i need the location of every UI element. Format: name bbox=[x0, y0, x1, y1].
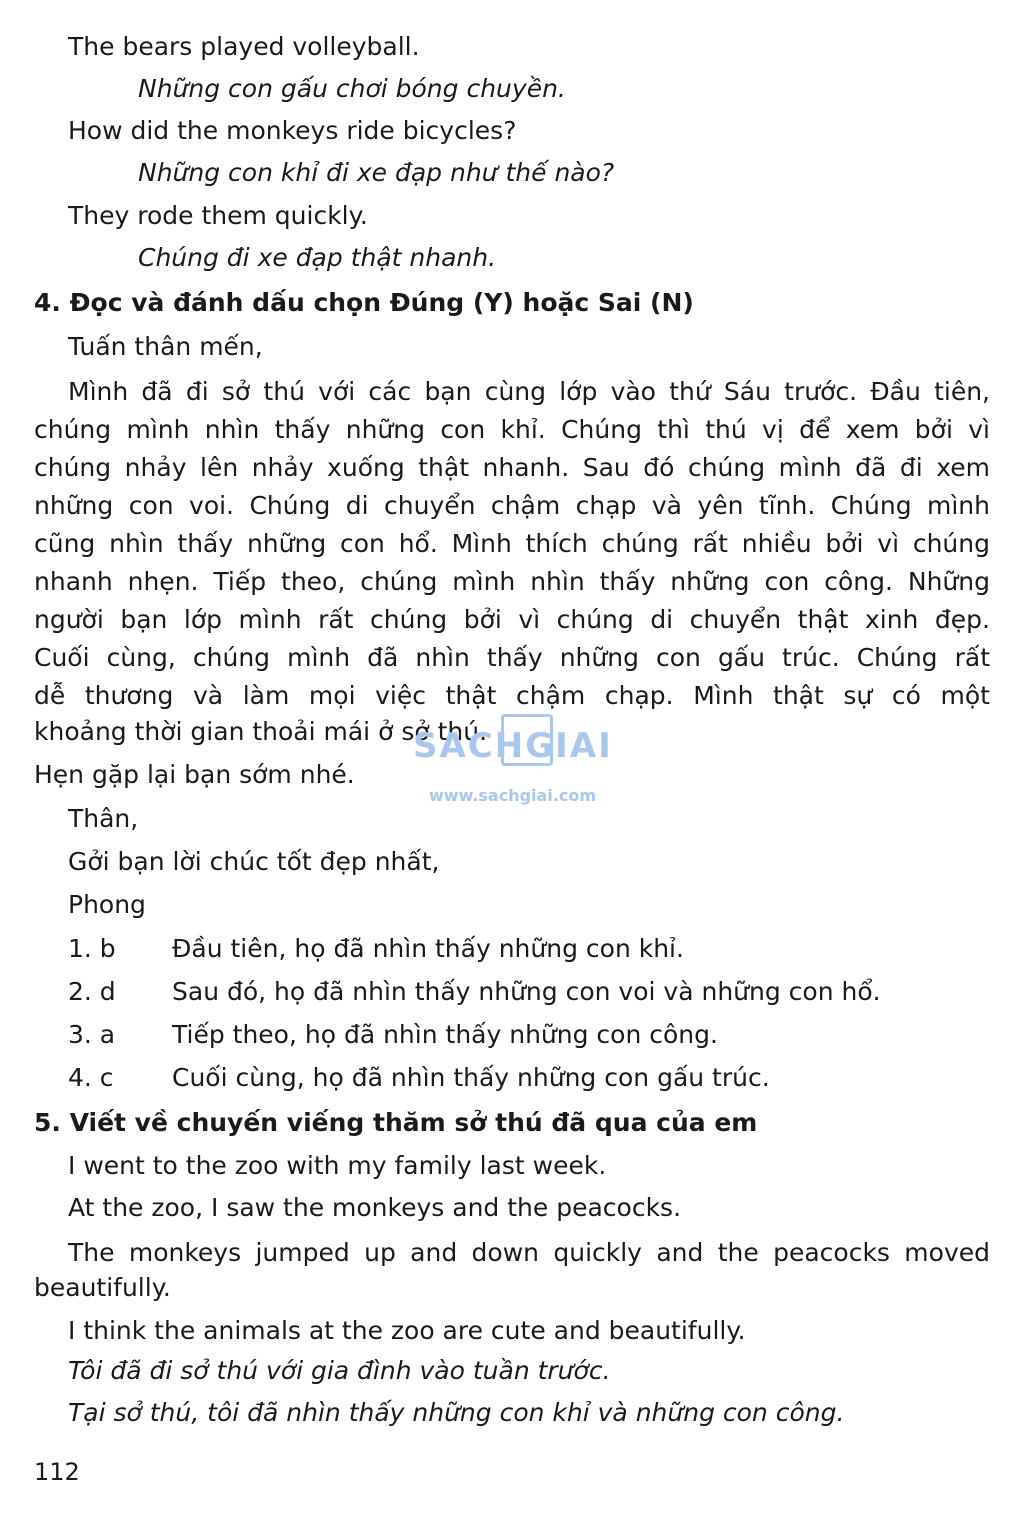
essay-line: I think the animals at the zoo are cute and beautifully. bbox=[68, 1316, 746, 1345]
section-5-heading: 5. Viết về chuyến viếng thăm sở thú đã qua của em bbox=[34, 1108, 758, 1137]
answer-text: Tiếp theo, họ đã nhìn thấy những con công. bbox=[172, 1020, 718, 1049]
letter-closing: Thân, bbox=[68, 804, 139, 833]
english-line: They rode them quickly. bbox=[68, 201, 368, 230]
vietnamese-translation: Những con gấu chơi bóng chuyền. bbox=[138, 74, 566, 103]
letter-paragraph-line: Mình đã đi sở thú với các bạn cùng lớp vào thứ Sáu trước. Đầu tiên, bbox=[68, 377, 990, 406]
letter-paragraph-line: chúng mình nhìn thấy những con khỉ. Chúng thì thú vị để xem bởi vì bbox=[34, 415, 990, 444]
essay-line: The monkeys jumped up and down quickly and the peacocks moved bbox=[68, 1238, 990, 1267]
page-number: 112 bbox=[34, 1458, 80, 1486]
watermark bbox=[405, 708, 620, 805]
answer-text: Cuối cùng, họ đã nhìn thấy những con gấu trúc. bbox=[172, 1063, 770, 1092]
letter-paragraph-line: chúng nhảy lên nhảy xuống thật nhanh. Sau đó chúng mình đã đi xem bbox=[34, 453, 990, 482]
watermark-brand: SACHGIAI bbox=[413, 726, 613, 766]
letter-paragraph-line: người bạn lớp mình rất chúng bởi vì chúng di chuyển thật xinh đẹp. bbox=[34, 605, 990, 634]
letter-paragraph-line: cũng nhìn thấy những con hổ. Mình thích chúng rất nhiều bởi vì chúng bbox=[34, 529, 990, 558]
answer-number: 2. d bbox=[68, 977, 116, 1006]
vietnamese-translation: Những con khỉ đi xe đạp như thế nào? bbox=[138, 158, 615, 187]
essay-line: At the zoo, I saw the monkeys and the peacocks. bbox=[68, 1193, 682, 1222]
letter-signature: Phong bbox=[68, 890, 146, 919]
answer-number: 4. c bbox=[68, 1063, 114, 1092]
letter-paragraph-line: dễ thương và làm mọi việc thật chậm chạp. Mình thật sự có một bbox=[34, 681, 990, 710]
letter-see-you: Hẹn gặp lại bạn sớm nhé. bbox=[34, 760, 355, 789]
answer-number: 1. b bbox=[68, 934, 116, 963]
answer-text: Sau đó, họ đã nhìn thấy những con voi và những con hổ. bbox=[172, 977, 881, 1006]
vietnamese-translation: Chúng đi xe đạp thật nhanh. bbox=[138, 243, 497, 272]
letter-closing: Gởi bạn lời chúc tốt đẹp nhất, bbox=[68, 847, 440, 876]
section-4-heading: 4. Đọc và đánh dấu chọn Đúng (Y) hoặc Sai (N) bbox=[34, 288, 694, 317]
letter-paragraph-line: nhanh nhẹn. Tiếp theo, chúng mình nhìn thấy những con công. Những bbox=[34, 567, 990, 596]
letter-greeting: Tuấn thân mến, bbox=[68, 332, 263, 361]
answer-number: 3. a bbox=[68, 1020, 116, 1049]
letter-paragraph-line: khoảng thời gian thoải mái ở sở thú. bbox=[34, 717, 488, 746]
english-line: How did the monkeys ride bicycles? bbox=[68, 116, 517, 145]
essay-line: I went to the zoo with my family last week. bbox=[68, 1151, 607, 1180]
english-line: The bears played volleyball. bbox=[68, 32, 420, 61]
essay-line: beautifully. bbox=[34, 1273, 171, 1302]
answer-text: Đầu tiên, họ đã nhìn thấy những con khỉ. bbox=[172, 934, 684, 963]
watermark-url: www.sachgiai.com bbox=[429, 786, 597, 805]
letter-paragraph-line: Cuối cùng, chúng mình đã nhìn thấy những con gấu trúc. Chúng rất bbox=[34, 643, 990, 672]
letter-paragraph-line: những con voi. Chúng di chuyển chậm chạp và yên tĩnh. Chúng mình bbox=[34, 491, 990, 520]
essay-translation: Tại sở thú, tôi đã nhìn thấy những con khỉ và những con công. bbox=[68, 1398, 845, 1427]
essay-translation: Tôi đã đi sở thú với gia đình vào tuần trước. bbox=[68, 1356, 611, 1385]
